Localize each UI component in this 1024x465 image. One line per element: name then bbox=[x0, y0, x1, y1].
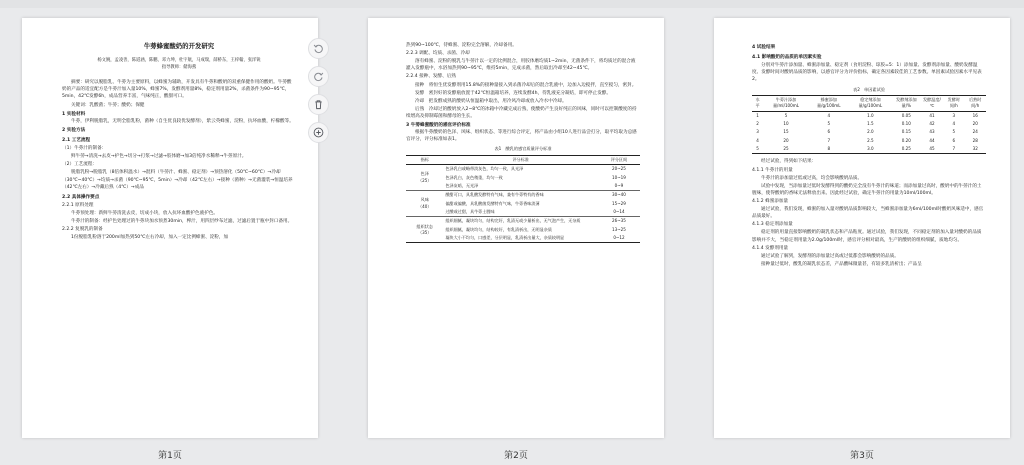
table-cell: 6 bbox=[827, 129, 831, 135]
table-cell: 43 bbox=[929, 129, 935, 135]
table-cell: 0.20 bbox=[901, 137, 911, 143]
heading: 2.2.1 原料处理 bbox=[62, 202, 94, 208]
table-cell: 3.0 bbox=[867, 146, 874, 152]
paragraph: 经过试验，得到如下结果： bbox=[761, 159, 817, 165]
paragraph: （2）工艺流程： bbox=[62, 162, 98, 168]
table-cell: 6 bbox=[952, 137, 956, 143]
table-cell: 20~25 bbox=[612, 166, 626, 172]
table-cell: 20 bbox=[972, 121, 978, 127]
table-header: 评分区间 bbox=[610, 156, 628, 162]
add-page-button[interactable] bbox=[308, 122, 329, 143]
paragraph: 鲜牛蒡→清洗→去皮→护色→切分→打浆→过滤→胶体磨→加3倍纯净水稀释→牛蒡原汁。 bbox=[71, 154, 247, 160]
table-cell: 16 bbox=[972, 112, 978, 118]
delete-icon bbox=[313, 99, 324, 110]
heading: 2.2.2 复脱乳的制备 bbox=[62, 227, 103, 233]
paragraph: 溶有蜂蜜、淀粉的脱乳与牛蒡汁以一定的比例混合，用胶体磨均质1~2min，无菌条件下，将均质过的混合液灌入发酵瓶中，水浴加热到90~95℃，维持5min，完成杀菌，然后取出冷却至42~45℃。 bbox=[406, 59, 636, 72]
table-cell: 8 bbox=[827, 146, 831, 152]
paragraph: 接种量过低时，酸乳的凝乳状态差，产品酸味微量甚，有较多乳清析出；产品呈 bbox=[761, 261, 922, 267]
paragraph: （1）牛蒡汁的制备： bbox=[62, 146, 107, 152]
table-cell: 10~19 bbox=[612, 174, 626, 180]
table-header: 发酵时间/h bbox=[947, 97, 960, 109]
table-header: 评分标准 bbox=[512, 156, 529, 162]
delete-page-button[interactable] bbox=[308, 94, 329, 115]
table-cell: 4 bbox=[827, 112, 831, 118]
table-cell: 1 bbox=[756, 112, 759, 118]
authors-line: 杨文婉，孟凌善，陈道涵，陈鹏，邓力坤，杜宇航，马成瑞，薛桥东，王梓翰，张洋锐 bbox=[97, 57, 261, 63]
table-cell: 0~12 bbox=[613, 235, 625, 241]
paragraph: 发酵 密封好的发酵瓶放置于42℃恒温箱培养，连续发酵4h，待乳液充分凝结，即可停止发酵。 bbox=[415, 90, 611, 96]
paragraph: 牛蒡汁的添加量过低或过高，均会影响酸奶品质。 bbox=[761, 175, 863, 181]
table-cell: 15 bbox=[783, 129, 789, 135]
table-cell: 3 bbox=[756, 129, 759, 135]
table-cell: 0.05 bbox=[901, 112, 911, 118]
table-cell: 4 bbox=[756, 137, 759, 143]
paragraph: 1份脱脂乳粉溶于200ml加热到50℃左右冷却，加入一定比例蜂蜜、淀粉，加 bbox=[71, 235, 229, 241]
table-cell: 32 bbox=[972, 146, 978, 152]
table-header: 发酵温度/℃ bbox=[923, 97, 941, 109]
abstract: 摘要：研究以脱脂乳、牛蒡为主要原料，以蜂蜜为辅助，开发具有牛蒡和酸奶的双重保健作用的酸奶。牛蒡酸奶的产品的适宜配方是牛蒡汁加入量10%，蜂蜜7%，发酵剂用量8%，稳定剂用量2%，杀菌条件为90~95℃，5min，42℃发酵6h，成品营养丰富，气味纯正，酸甜可口。 bbox=[62, 80, 292, 100]
paragraph: 通过试验，我们发现，蜂蜜的加入量对酸奶品质影响较大，当蜂蜜添加量为6ml/100ml时酸奶风味适中，感官品质最好。 bbox=[752, 207, 984, 220]
table-cell: 45 bbox=[929, 146, 935, 152]
paragraph: 分别对牛蒡汁添加量、蜂蜜添加量、稳定剂（食用淀粉、琼胶=5：1）添加量、发酵剂添加量、酸奶发酵温度、发酵时间对酸奶品质的影响，以感官评分为评价指标，确定各因素较佳的工艺参数。单因素试验因素水平见表2。 bbox=[752, 63, 982, 83]
table-cell: 0~9 bbox=[614, 182, 624, 188]
table-cell: 5 bbox=[784, 112, 788, 118]
heading: 2.1 工艺流程 bbox=[62, 138, 91, 143]
table-header: 后熟时间/h bbox=[969, 97, 982, 109]
table-cell: 24 bbox=[972, 129, 978, 135]
table-cell: 风味 （40） bbox=[418, 197, 432, 209]
table-cell: 7 bbox=[827, 137, 831, 143]
page-thumbnail-3[interactable] bbox=[714, 18, 1010, 438]
table-cell: 3 bbox=[952, 112, 956, 118]
table-row bbox=[752, 137, 986, 145]
rotate-cw-icon bbox=[313, 71, 324, 82]
table-caption: 表2 单因素试验 bbox=[853, 86, 885, 92]
table-cell: 组织细腻，凝块均匀，结构完好，乳清无或少量析出，无气泡产生，无杂质 bbox=[445, 218, 581, 224]
paragraph: 冷却 把发酵成熟的酸奶从恒温箱中取出，用冷风冷却或放入冷水中冷却。 bbox=[415, 98, 567, 104]
paragraph: 接种 将恒生优发酵剂用15.8%的接种量接入到杀菌冷却后的混合乳液中，边加入边搅拌，直至搅匀，密封。 bbox=[415, 82, 637, 88]
heading: 4 试验结果 bbox=[752, 45, 776, 50]
table-cell: 酸甜可口，具乳酸发酵特有气味，兼有牛蒡特有的香味 bbox=[445, 192, 544, 198]
paragraph: 脱脂乳粉→脱脂乳（8倍体积温水）→混料（牛蒡汁、蜂蜜、稳定剂）→预热溶化（50℃~60℃）→冷却（30℃~40℃）→均质→杀菌（90℃~95℃，5min）→冷却（42℃左右）→接种（菌种）→无菌灌装→恒温培养（42℃左右）→冷藏后熟（4℃）→成品 bbox=[62, 170, 293, 190]
heading: 1 实验材料 bbox=[62, 111, 86, 117]
table-cell: 0.15 bbox=[901, 129, 911, 135]
table-row bbox=[752, 128, 986, 136]
table-row bbox=[752, 120, 986, 128]
table-cell: 0.10 bbox=[901, 121, 911, 127]
table-header: 蜂蜜添加量/g/100mL bbox=[817, 97, 841, 109]
advisor-line: 指导教师：储海燕 bbox=[161, 64, 197, 70]
table-header: 水平 bbox=[755, 97, 760, 109]
paragraph: 试验中发现，当添加量过低时发酵得到的酸奶完全没有牛蒡汁的味道；而添加量过高时，酸奶中的牛蒡汁的土腥味，使得酸奶的香味无法释放出来。因此经过试验，确定牛蒡汁的用量为10ml/100ml。 bbox=[752, 183, 982, 196]
table-cell: 20 bbox=[783, 137, 789, 143]
table-cell: 30~40 bbox=[612, 192, 626, 198]
table-cell: 1.0 bbox=[867, 112, 874, 118]
table-cell: 2 bbox=[756, 121, 759, 127]
table-row bbox=[752, 145, 986, 154]
table-cell: 凝块大小不均匀，口感差，分层明显，乳清析出量大，杂质较明显 bbox=[445, 235, 565, 241]
paper-title: 牛蒡蜂蜜酸奶的开发研究 bbox=[143, 42, 215, 50]
table-cell: 0.25 bbox=[901, 146, 911, 152]
paragraph: 牛蒡，伊利脱脂乳，无明全脂乳粉，菌种（自生优良较优发酵剂），紫云英蜂蜜，淀粉，抗坏血酸，柠檬酸等。 bbox=[71, 118, 294, 124]
table-cell: 组织细腻，凝块均匀，结构较好，有乳清析出，无明显杂质 bbox=[445, 226, 552, 232]
heading: 2 实验方法 bbox=[62, 127, 86, 133]
table-cell: 13~25 bbox=[612, 226, 626, 232]
paragraph: 牛蒡预处理：新鲜牛蒡清洗去皮，切成小块，放入抗坏血酸护色液护色。 bbox=[71, 210, 219, 216]
table-caption: 表1 酸乳的感官质量评分标准 bbox=[494, 146, 552, 152]
rotate-left-button[interactable] bbox=[308, 38, 329, 59]
table-cell: 5 bbox=[952, 129, 956, 135]
heading: 4.1 影响酸奶的品质的单因素实验 bbox=[752, 55, 822, 61]
table-header: 稳定剂添加量/g/100mL bbox=[858, 97, 883, 109]
table-cell: 5 bbox=[827, 121, 831, 127]
table-header: 牛蒡汁添加量/ml/100mL bbox=[772, 97, 800, 109]
table-cell: 色泽 （25） bbox=[418, 171, 432, 183]
page-label-2: 第2页 bbox=[504, 451, 528, 461]
sensory-table bbox=[406, 155, 640, 243]
page-label-1: 第1页 bbox=[158, 451, 182, 461]
table-header: 发酵剂添加量/% bbox=[896, 97, 917, 109]
heading: 2.2.3 调配、均质、杀菌、冷却 bbox=[406, 51, 470, 57]
paragraph: 根据牛蒡酸奶的色泽、风味、组织状态、等进行综合评定，将产品由小组10人进行品尝打分，取平均取为总感官评分，评分标准如表1。 bbox=[406, 130, 637, 143]
table-cell: 0~14 bbox=[613, 208, 625, 214]
table-cell: 偏甜或偏酸，具乳酸菌发酵特有气味，牛蒡香味淡薄 bbox=[445, 200, 540, 206]
table-cell: 1.5 bbox=[867, 121, 874, 127]
heading: 4.1.3 稳定剂添加量 bbox=[752, 222, 793, 228]
rotate-ccw-icon bbox=[313, 43, 324, 54]
table-cell: 2.0 bbox=[867, 129, 874, 135]
table-cell: 组织状态 （35） bbox=[416, 223, 433, 235]
heading: 3 牛蒡蜂蜜酸奶的感官评价标准 bbox=[406, 123, 471, 129]
table-cell: 44 bbox=[929, 137, 935, 143]
paragraph: 后熟 冷却过的酸奶放入2~8℃的冰箱中冷藏完成后熟，使酸奶产生良好纯正的风味，同时可以控制酸度的持续增高及抑制霉菌和酵母的生长。 bbox=[406, 106, 637, 119]
paragraph: 通过试验了解到，发酵剂的添加量过高或过低都会影响酸奶的品质。 bbox=[761, 253, 899, 259]
heading: 4.1.4 发酵剂用量 bbox=[752, 245, 789, 251]
heading: 2.2.4 接种、发酵、后熟 bbox=[406, 74, 456, 80]
table-cell: 10 bbox=[783, 121, 789, 127]
keywords: 关键词：乳酸菌；牛蒡；酸奶；保健 bbox=[71, 102, 145, 108]
heading: 4.1.2 蜂蜜添加量 bbox=[752, 199, 789, 204]
table-cell: 色泽乳白，灰色稍重，均匀一致 bbox=[445, 174, 503, 180]
table-cell: 色泽灰暗，无光泽 bbox=[445, 182, 479, 188]
table-cell: 5 bbox=[756, 146, 759, 152]
table-cell: 26~35 bbox=[612, 218, 626, 224]
table-header: 指标 bbox=[420, 156, 429, 162]
page-label-3: 第3页 bbox=[850, 451, 874, 461]
table-cell: 25 bbox=[783, 146, 789, 152]
paragraph: 牛蒡汁的制备：经护色处理过的牛蒡块加水预煮30min，榨汁，用四层纱布过滤，过滤后置于瓶中封口备用。 bbox=[71, 219, 293, 225]
table-cell: 色泽乳白或略带淡灰色，均匀一致，具光泽 bbox=[445, 166, 524, 172]
page-thumbnail-1[interactable] bbox=[22, 18, 318, 438]
factor-table bbox=[752, 95, 986, 154]
paragraph: 稳定剂的用量直接影响酸奶的凝乳状态和产品粘度。通过试验，我们发现，不同稳定剂的加入量对酸奶的品质影响并不大，当稳定剂用量为2.0g/100ml时，感官评分相对最高，生产的酸奶的组织细腻，质地均匀。 bbox=[752, 230, 982, 243]
add-icon bbox=[313, 127, 324, 138]
heading: 2.2 具体操作要点 bbox=[62, 194, 100, 200]
table-cell: 41 bbox=[929, 112, 935, 118]
rotate-right-button[interactable] bbox=[308, 66, 329, 87]
heading: 4.1.1 牛蒡汁的用量 bbox=[752, 167, 793, 173]
authors bbox=[62, 58, 296, 71]
table-cell: 28 bbox=[972, 137, 978, 143]
top-strip bbox=[0, 0, 1024, 8]
table-cell: 2.5 bbox=[867, 137, 874, 143]
table-cell: 42 bbox=[929, 121, 935, 127]
table-cell: 7 bbox=[952, 146, 956, 152]
table-row bbox=[752, 111, 986, 120]
page-thumbnail-2[interactable] bbox=[368, 18, 664, 438]
table-cell: 15~29 bbox=[612, 200, 626, 206]
table-cell: 4 bbox=[952, 121, 956, 127]
paragraph: 热到90~100℃，待蜂蜜、淀粉完全溶解，冷却备用。 bbox=[406, 43, 517, 48]
table-cell: 过酸或过甜，具牛蒡土腥味 bbox=[445, 208, 495, 214]
